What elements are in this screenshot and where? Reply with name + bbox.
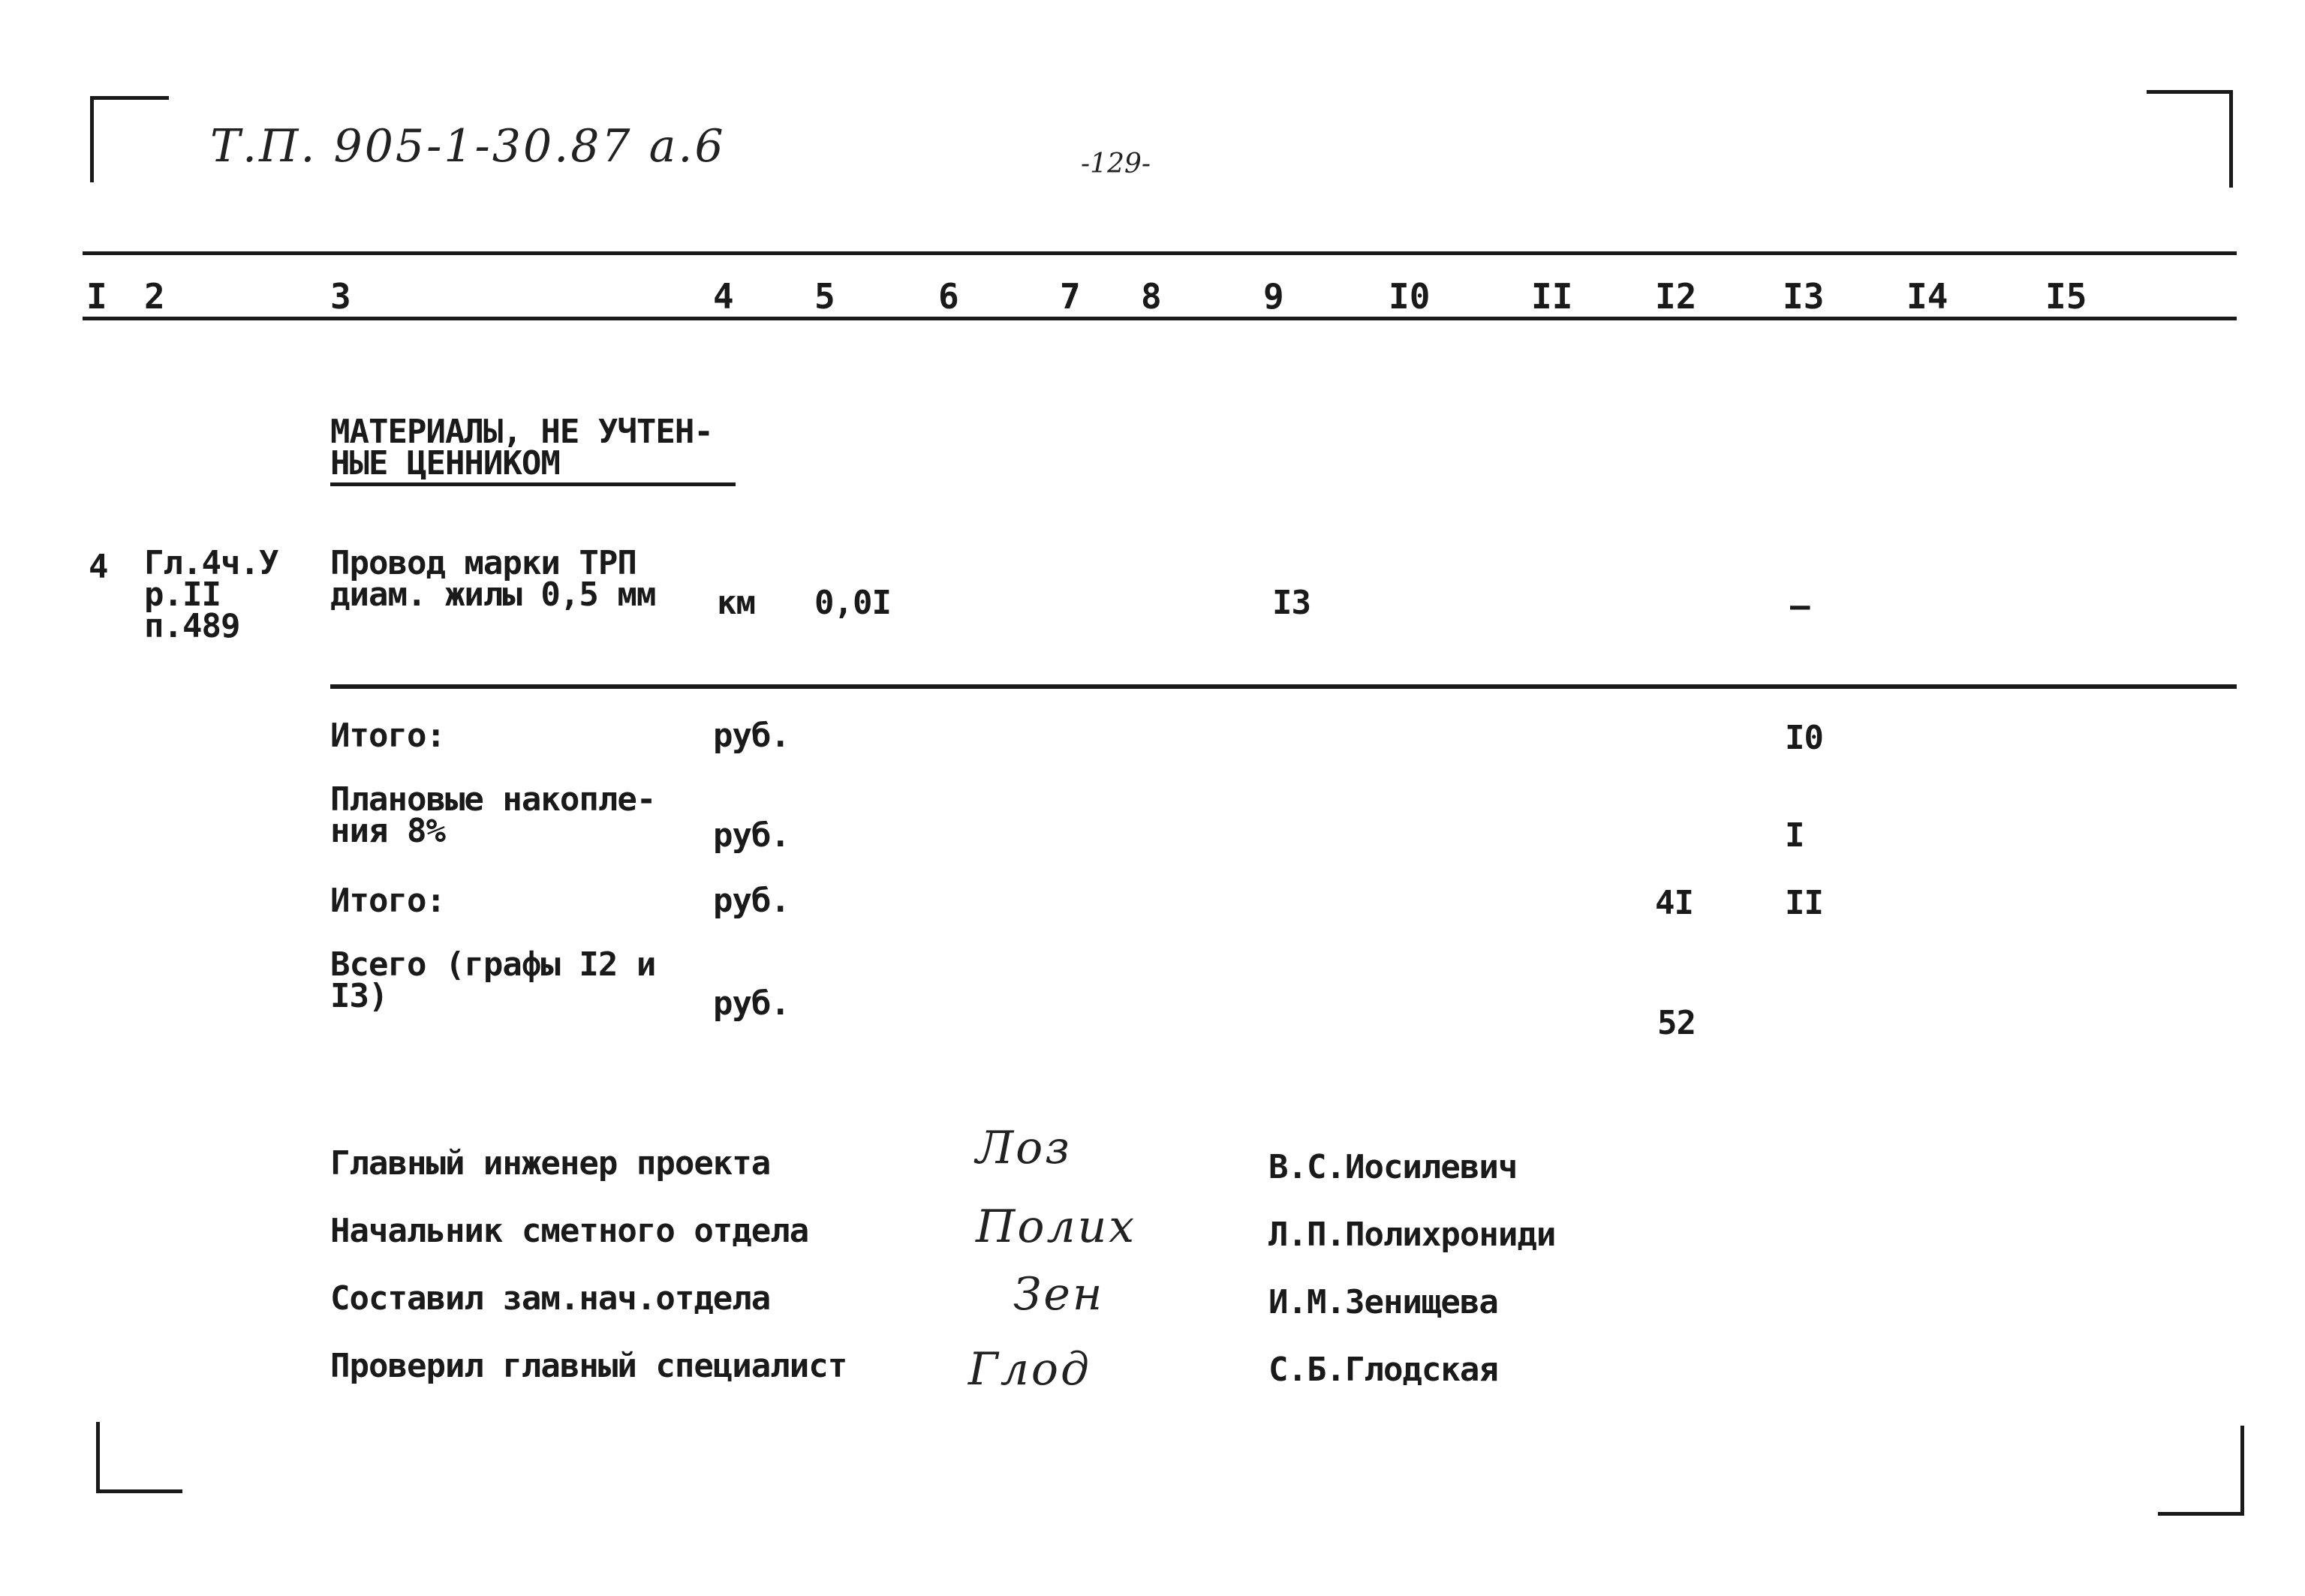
column-number: I2 (1655, 276, 1697, 317)
total-label: Плановые накопле- ния 8% (330, 780, 656, 850)
corner-mark-bottom-left (96, 1422, 182, 1493)
signatory-name: В.С.Иосилевич (1268, 1148, 1518, 1186)
column-number: I (86, 276, 107, 317)
column-number: I0 (1389, 276, 1431, 317)
table-divider (330, 684, 2237, 689)
total-col12-value: 4I (1655, 884, 1693, 922)
item-number: 4 (89, 548, 108, 586)
handwritten-signature: Полих (976, 1201, 1137, 1253)
item-reference (144, 544, 278, 645)
signatory-name: Л.П.Полихрониди (1268, 1216, 1556, 1254)
item-col13-value: – (1790, 587, 1810, 625)
total-unit: руб. (713, 717, 790, 755)
column-number: 9 (1263, 276, 1284, 317)
document-code: Т.П. 905-1-30.87 а.6 (210, 120, 726, 173)
total-unit: руб. (713, 984, 790, 1023)
column-number: 4 (713, 276, 734, 317)
page-number: -129- (1081, 149, 1151, 179)
column-number: 3 (330, 276, 351, 317)
item-unit: км (717, 584, 755, 622)
section-title (330, 413, 713, 482)
signatory-name: И.М.Зенищева (1268, 1283, 1498, 1321)
total-col13-value: I (1785, 816, 1804, 855)
column-number: I4 (1906, 276, 1948, 317)
corner-mark-top-right (2147, 90, 2233, 188)
item-name (330, 544, 656, 614)
column-number: 2 (144, 276, 165, 317)
column-number: 5 (814, 276, 835, 317)
total-label: Итого: (330, 717, 445, 755)
handwritten-signature: Лоз (976, 1122, 1072, 1174)
column-number: 6 (938, 276, 959, 317)
signatory-role: Начальник сметного отдела (330, 1212, 809, 1250)
header-bottom-rule (83, 317, 2237, 320)
column-number: I5 (2045, 276, 2087, 317)
column-number: I3 (1783, 276, 1825, 317)
total-unit: руб. (713, 882, 790, 920)
signatory-role: Проверил главный специалист (330, 1347, 847, 1385)
item-name-line: Провод марки ТРП (330, 544, 636, 582)
column-number: 7 (1060, 276, 1081, 317)
corner-mark-top-left (90, 96, 169, 182)
signatory-role: Составил зам.нач.отдела (330, 1279, 771, 1318)
total-col13-value: I0 (1785, 719, 1823, 757)
total-col12-value: 52 (1657, 1004, 1696, 1042)
item-reference-line: Гл.4ч.У (144, 544, 278, 582)
item-col9-value: I3 (1272, 584, 1310, 622)
section-title-line: НЫЕ ЦЕННИКОМ (330, 444, 560, 482)
total-unit: руб. (713, 816, 790, 855)
corner-mark-bottom-right (2158, 1426, 2244, 1516)
total-label: Итого: (330, 882, 445, 920)
column-number: 8 (1141, 276, 1162, 317)
section-title-line: МАТЕРИАЛЫ, НЕ УЧТЕН- (330, 413, 713, 451)
column-number: II (1531, 276, 1573, 317)
handwritten-signature: Глод (968, 1343, 1092, 1396)
signatory-name: С.Б.Глодская (1268, 1351, 1498, 1389)
item-reference-line: р.II (144, 576, 221, 614)
header-top-rule (83, 251, 2237, 255)
item-reference-line: п.489 (144, 607, 240, 645)
total-label: Всего (графы I2 и I3) (330, 945, 656, 1015)
section-title-underline (330, 482, 736, 486)
total-col13-value: II (1785, 884, 1823, 922)
item-quantity: 0,0I (814, 584, 891, 622)
signatory-role: Главный инженер проекта (330, 1144, 771, 1183)
handwritten-signature: Зен (1013, 1268, 1105, 1321)
item-name-line: диам. жилы 0,5 мм (330, 576, 656, 614)
